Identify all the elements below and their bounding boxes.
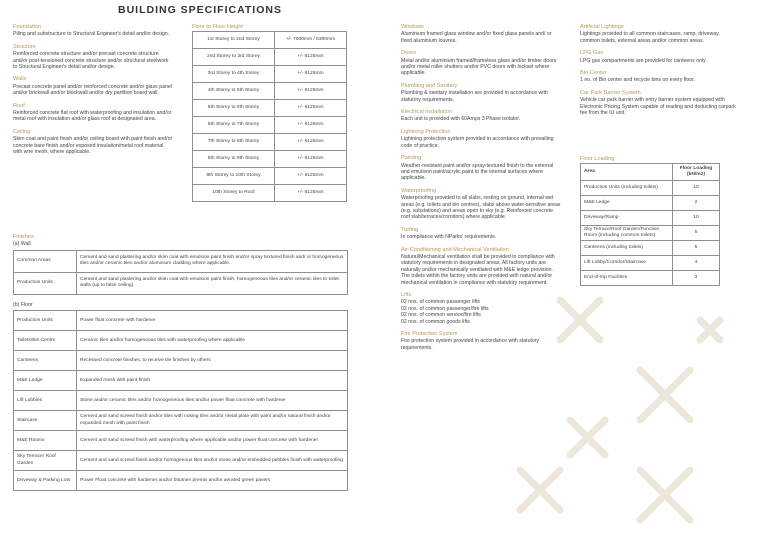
- section-text: Fire protection system provided in accordance with statutory requirements.: [401, 338, 540, 351]
- section-line: 02 nos. of common service/fire lifts: [401, 312, 481, 319]
- table-row: [581, 256, 720, 271]
- area-cell: Driveway/Ramp: [581, 211, 673, 226]
- area-cell: Production Units: [14, 272, 77, 294]
- table-row: [14, 371, 348, 391]
- spec-section: [401, 83, 561, 103]
- table-row: [193, 100, 347, 117]
- section-text: LPG gas compartments are provided for canteens only.: [580, 57, 707, 64]
- table-row: [14, 351, 348, 371]
- area-cell: M&E Rooms: [14, 431, 77, 451]
- area-cell: Lift Lobby/Corridor/Staircase: [581, 256, 673, 271]
- section-structure: [13, 44, 173, 71]
- section-heading: Electrical Installation: [401, 109, 452, 116]
- table-row: [14, 250, 348, 272]
- table-row: [193, 185, 347, 202]
- section-line: 02 nos. of common passenger/fire lifts: [401, 305, 489, 312]
- storey-cell: 4th Storey to 5th Storey: [193, 83, 275, 100]
- section-text: Weather-resistant paint and/or spray-textured finish to the external and emulsion paint/acrylic paint to the internal surfaces where applicable.: [401, 162, 554, 182]
- floor-loading-section: [580, 156, 720, 286]
- spec-section: [401, 155, 561, 182]
- loading-cell: 3: [673, 271, 720, 286]
- section-text: Reinforced concrete flat roof with waterproofing and insulation and/or metal roof with insulation and/or glass roof at designated area.: [13, 110, 172, 123]
- table-row: [14, 391, 348, 411]
- section-roof: [13, 103, 173, 123]
- storey-cell: 9th Storey to 10th Storey: [193, 168, 275, 185]
- section-line: 02 nos. of common passenger lifts: [401, 299, 481, 306]
- area-cell: Sky Terrace/ Roof Garden: [14, 451, 77, 471]
- table-row: [14, 311, 348, 331]
- finish-cell: Cement and sand screed finish and/or tiles with nosing tiles and/or metal plate with paint and/or natural finish and/or expanded mesh with paint finish: [77, 411, 348, 431]
- area-cell: Common Areas: [14, 250, 77, 272]
- spec-section: [580, 50, 740, 64]
- table-row: [14, 451, 348, 471]
- finishes-heading: Finishes: [13, 234, 34, 240]
- floor-height-section: [192, 24, 352, 202]
- finish-cell: Cement and sand plastering and/or skim coat with emulsion paint finish, homogeneous tiles and/or ceramic tiles to toilet walls (up to false ceiling).: [77, 272, 348, 294]
- table-row: [193, 168, 347, 185]
- spec-section: [580, 70, 740, 84]
- table-row: [581, 181, 720, 196]
- section-heading: Painting: [401, 155, 422, 162]
- finishes-section: [13, 234, 348, 491]
- table-row: [193, 83, 347, 100]
- table-row: [193, 151, 347, 168]
- height-cell: +/- 6125mm: [275, 168, 347, 185]
- storey-cell: 6th Storey to 7th Storey: [193, 117, 275, 134]
- section-text: Waterproofing provided to all slabs, resting on ground, internal wet areas (e.g. toilets and bin centres), slabs above water-sensitive areas (e.g. substations) and areas open to sky (e.g. Reinforced concrete roof slab/terraces/corridors) where applicable.: [401, 195, 561, 221]
- finish-cell: Cement and sand plastering and/or skim coat with emulsion paint finish and/or spray textured finish and/ or homogeneous tiles and/or ceramic tiles and/or aluminium cladding where applicable.: [77, 250, 348, 272]
- area-cell: Production Units (including toilets): [581, 181, 673, 196]
- spec-section: [401, 247, 561, 286]
- wall-label: (a) Wall: [13, 241, 31, 248]
- finish-cell: Cement and sand screed finish and/or homogenous tiles and/or stone and/or embedded pebbles finish with waterproofing: [77, 451, 348, 471]
- right-column: [580, 24, 740, 122]
- height-cell: +/- 6125mm: [275, 134, 347, 151]
- section-heading: Ceiling: [13, 128, 31, 135]
- area-cell: End-of-trip Facilities: [581, 271, 673, 286]
- area-cell: Driveway & Parking Lots: [14, 471, 77, 491]
- area-cell: M&E Ledge: [14, 371, 77, 391]
- section-heading: Roof: [13, 102, 25, 109]
- table-row: [14, 471, 348, 491]
- section-heading: Fire Protection System: [401, 331, 458, 338]
- spec-section: [580, 90, 740, 117]
- middle-column: [401, 24, 561, 357]
- loading-header: Floor Loading (kN/m2): [673, 164, 720, 181]
- section-heading: Artificial Lightings: [580, 24, 624, 30]
- section-heading: Bin Center: [580, 70, 607, 77]
- height-cell: +/- 6125mm: [275, 117, 347, 134]
- area-cell: Canteens (including toilets): [581, 241, 673, 256]
- table-row: [14, 272, 348, 294]
- storey-cell: 8th Storey to 9th Storey: [193, 151, 275, 168]
- floor-finishes-table: [13, 310, 348, 491]
- area-cell: Production Units: [14, 311, 77, 331]
- spec-section: [401, 109, 561, 123]
- table-row: [581, 196, 720, 211]
- table-row: [581, 226, 720, 241]
- section-heading: Turfing: [401, 226, 419, 233]
- section-heading: Walls: [13, 76, 27, 83]
- section-heading: Structure: [13, 43, 36, 50]
- section-heading: Air-Conditioning and Mechanical Ventilation: [401, 246, 509, 253]
- loading-cell: 5: [673, 226, 720, 241]
- height-cell: +/- 6125mm: [275, 83, 347, 100]
- section-text: Reinforced concrete structure and/or precast concrete structure and/or post-tensioned concrete structure and/or structural steelwork to Structural Engineer's detail and/or design.: [13, 51, 169, 71]
- spec-section: [401, 129, 561, 149]
- finish-cell: Power float concrete with hardener: [77, 311, 348, 331]
- floor-height-heading: Floor to Floor Height: [192, 24, 243, 30]
- spec-section: [401, 24, 561, 44]
- section-heading: Lifts: [401, 292, 412, 298]
- loading-cell: 10: [673, 181, 720, 196]
- finish-cell: Recessed concrete finishes, to receive tile finishes by others: [77, 351, 348, 371]
- loading-cell: 10: [673, 211, 720, 226]
- section-heading: LPG Gas: [580, 50, 604, 57]
- height-cell: +/- 7000mm / 6300mm: [275, 32, 347, 49]
- section-text: Piling and substructure to Structural Engineer's detail and/or design.: [13, 31, 170, 38]
- page-title: BUILDING SPECIFICATIONS: [118, 4, 282, 16]
- storey-cell: 1st Storey to 2nd Storey: [193, 32, 275, 49]
- storey-cell: 7th Storey to 8th Storey: [193, 134, 275, 151]
- table-row: [581, 241, 720, 256]
- table-row: [193, 117, 347, 134]
- section-line: 02 nos. of common goods lifts: [401, 318, 470, 325]
- section-heading: Car Park Barrier System: [580, 89, 641, 96]
- table-row: [14, 331, 348, 351]
- table-row: [14, 431, 348, 451]
- finish-cell: Stone and/or ceramic tiles and/or homogeneous tiles and/or power float concrete with hardener: [77, 391, 348, 411]
- table-row: [14, 411, 348, 431]
- storey-cell: 2nd Storey to 3rd Storey: [193, 49, 275, 66]
- spec-section: [580, 24, 740, 44]
- height-cell: +/- 6125mm: [275, 185, 347, 202]
- spec-section: [401, 227, 561, 241]
- section-text: In compliance with NParks' requirements.: [401, 234, 497, 241]
- finish-cell: Ceramic tiles and/or homogeneous tiles with waterproofing where applicable: [77, 331, 348, 351]
- section-heading: Waterproofing: [401, 187, 436, 194]
- area-header: Area: [581, 164, 673, 181]
- section-text: Lightings provided to all common staircases, ramp, driveway, common toilets, external areas and/or common areas.: [580, 31, 720, 44]
- area-cell: Toilets/Bin Centre: [14, 331, 77, 351]
- section-ceiling: [13, 129, 173, 156]
- section-heading: Lightning Protection: [401, 128, 451, 135]
- section-text: Lightning protection system provided in accordance with prevailing code of practice.: [401, 136, 554, 149]
- loading-cell: 4: [673, 256, 720, 271]
- section-heading: Foundation: [13, 24, 41, 30]
- section-text: Plumbing & sanitary installation are provided in accordance with statutory requirements.: [401, 90, 548, 103]
- section-text: Precast concrete panel and/or reinforced concrete and/or glass panel and/or brickwall and/or blockwall and/or dry partition board wall.: [13, 83, 172, 97]
- height-cell: +/- 6125mm: [275, 49, 347, 66]
- section-text: Aluminium framed glass window and/or fixed glass panels and/ or fixed aluminium louvres.: [401, 31, 552, 44]
- finish-cell: Expanded mesh with paint finish: [77, 371, 348, 391]
- table-row: [193, 66, 347, 83]
- table-row: [581, 271, 720, 286]
- height-cell: +/- 6125mm: [275, 100, 347, 117]
- height-cell: +/- 6125mm: [275, 151, 347, 168]
- section-text: Vehicle car park barrier with entry barrier system equipped with Electronic Pricing System capable of reading and deducting carpark fee from the IU unit.: [580, 97, 736, 117]
- area-cell: M&E Ledge: [581, 196, 673, 211]
- table-row: [193, 49, 347, 66]
- spec-section: [401, 188, 561, 221]
- section-text: Metal and/or aluminium framed/frameless glass and/or timber doors and/or metal roller shutters and/or PVC doors with lockset where applicable.: [401, 57, 557, 77]
- section-heading: Doors: [401, 50, 416, 57]
- area-cell: Staircase: [14, 411, 77, 431]
- section-walls: [13, 76, 173, 96]
- spec-section: [401, 331, 561, 351]
- area-cell: Canteens: [14, 351, 77, 371]
- area-cell: Sky Terrace/Roof Garden/Function Room (including common toilets): [581, 226, 673, 241]
- floor-label: (b) Floor: [13, 301, 33, 308]
- spec-section: [401, 50, 561, 77]
- left-column: [13, 24, 173, 162]
- section-text: Skim coat and paint finish and/or ceiling board with paint finish and/or concrete bare finish and/or exposed insulation/metal roof material with wire mesh, where applicable.: [13, 136, 173, 156]
- table-header-row: [581, 164, 720, 181]
- table-row: [193, 134, 347, 151]
- section-text: 1 no. of Bin center and recycle bins on every floor.: [580, 77, 696, 84]
- section-heading: Windows: [401, 24, 424, 30]
- height-cell: +/- 6125mm: [275, 66, 347, 83]
- table-row: [581, 211, 720, 226]
- storey-cell: 10th Storey to Roof: [193, 185, 275, 202]
- section-foundation: [13, 24, 173, 38]
- spec-section: [401, 292, 561, 325]
- finish-cell: Cement and sand screed finish with waterproofing where applicable and/or power float concrete with hardener: [77, 431, 348, 451]
- floor-loading-heading: Floor Loading: [580, 156, 615, 162]
- table-row: [193, 32, 347, 49]
- finish-cell: Power Float concrete with hardener and/or bitumen premix and/or aerated green pavers: [77, 471, 348, 491]
- area-cell: Lift Lobbies: [14, 391, 77, 411]
- storey-cell: 3rd Storey to 4th Storey: [193, 66, 275, 83]
- loading-cell: 5: [673, 241, 720, 256]
- section-heading: Plumbing and Sanitary: [401, 82, 458, 89]
- floor-height-table: [192, 31, 347, 202]
- storey-cell: 5th Storey to 6th Storey: [193, 100, 275, 117]
- loading-cell: 2: [673, 196, 720, 211]
- section-text: Each unit is provided with 60Amps 3 Phase isolator.: [401, 116, 521, 123]
- section-text: Natural/Mechanical ventilation shall be provided in compliance with statutory requirements in designated areas. All factory units are naturally and/or mechanically ventilated with M&E ledge provision. The toilets within the factory units are provided with natural and/or mechanical ventilation in compliance with statutory requirement.: [401, 253, 555, 286]
- wall-finishes-table: [13, 250, 348, 295]
- floor-loading-table: [580, 163, 720, 286]
